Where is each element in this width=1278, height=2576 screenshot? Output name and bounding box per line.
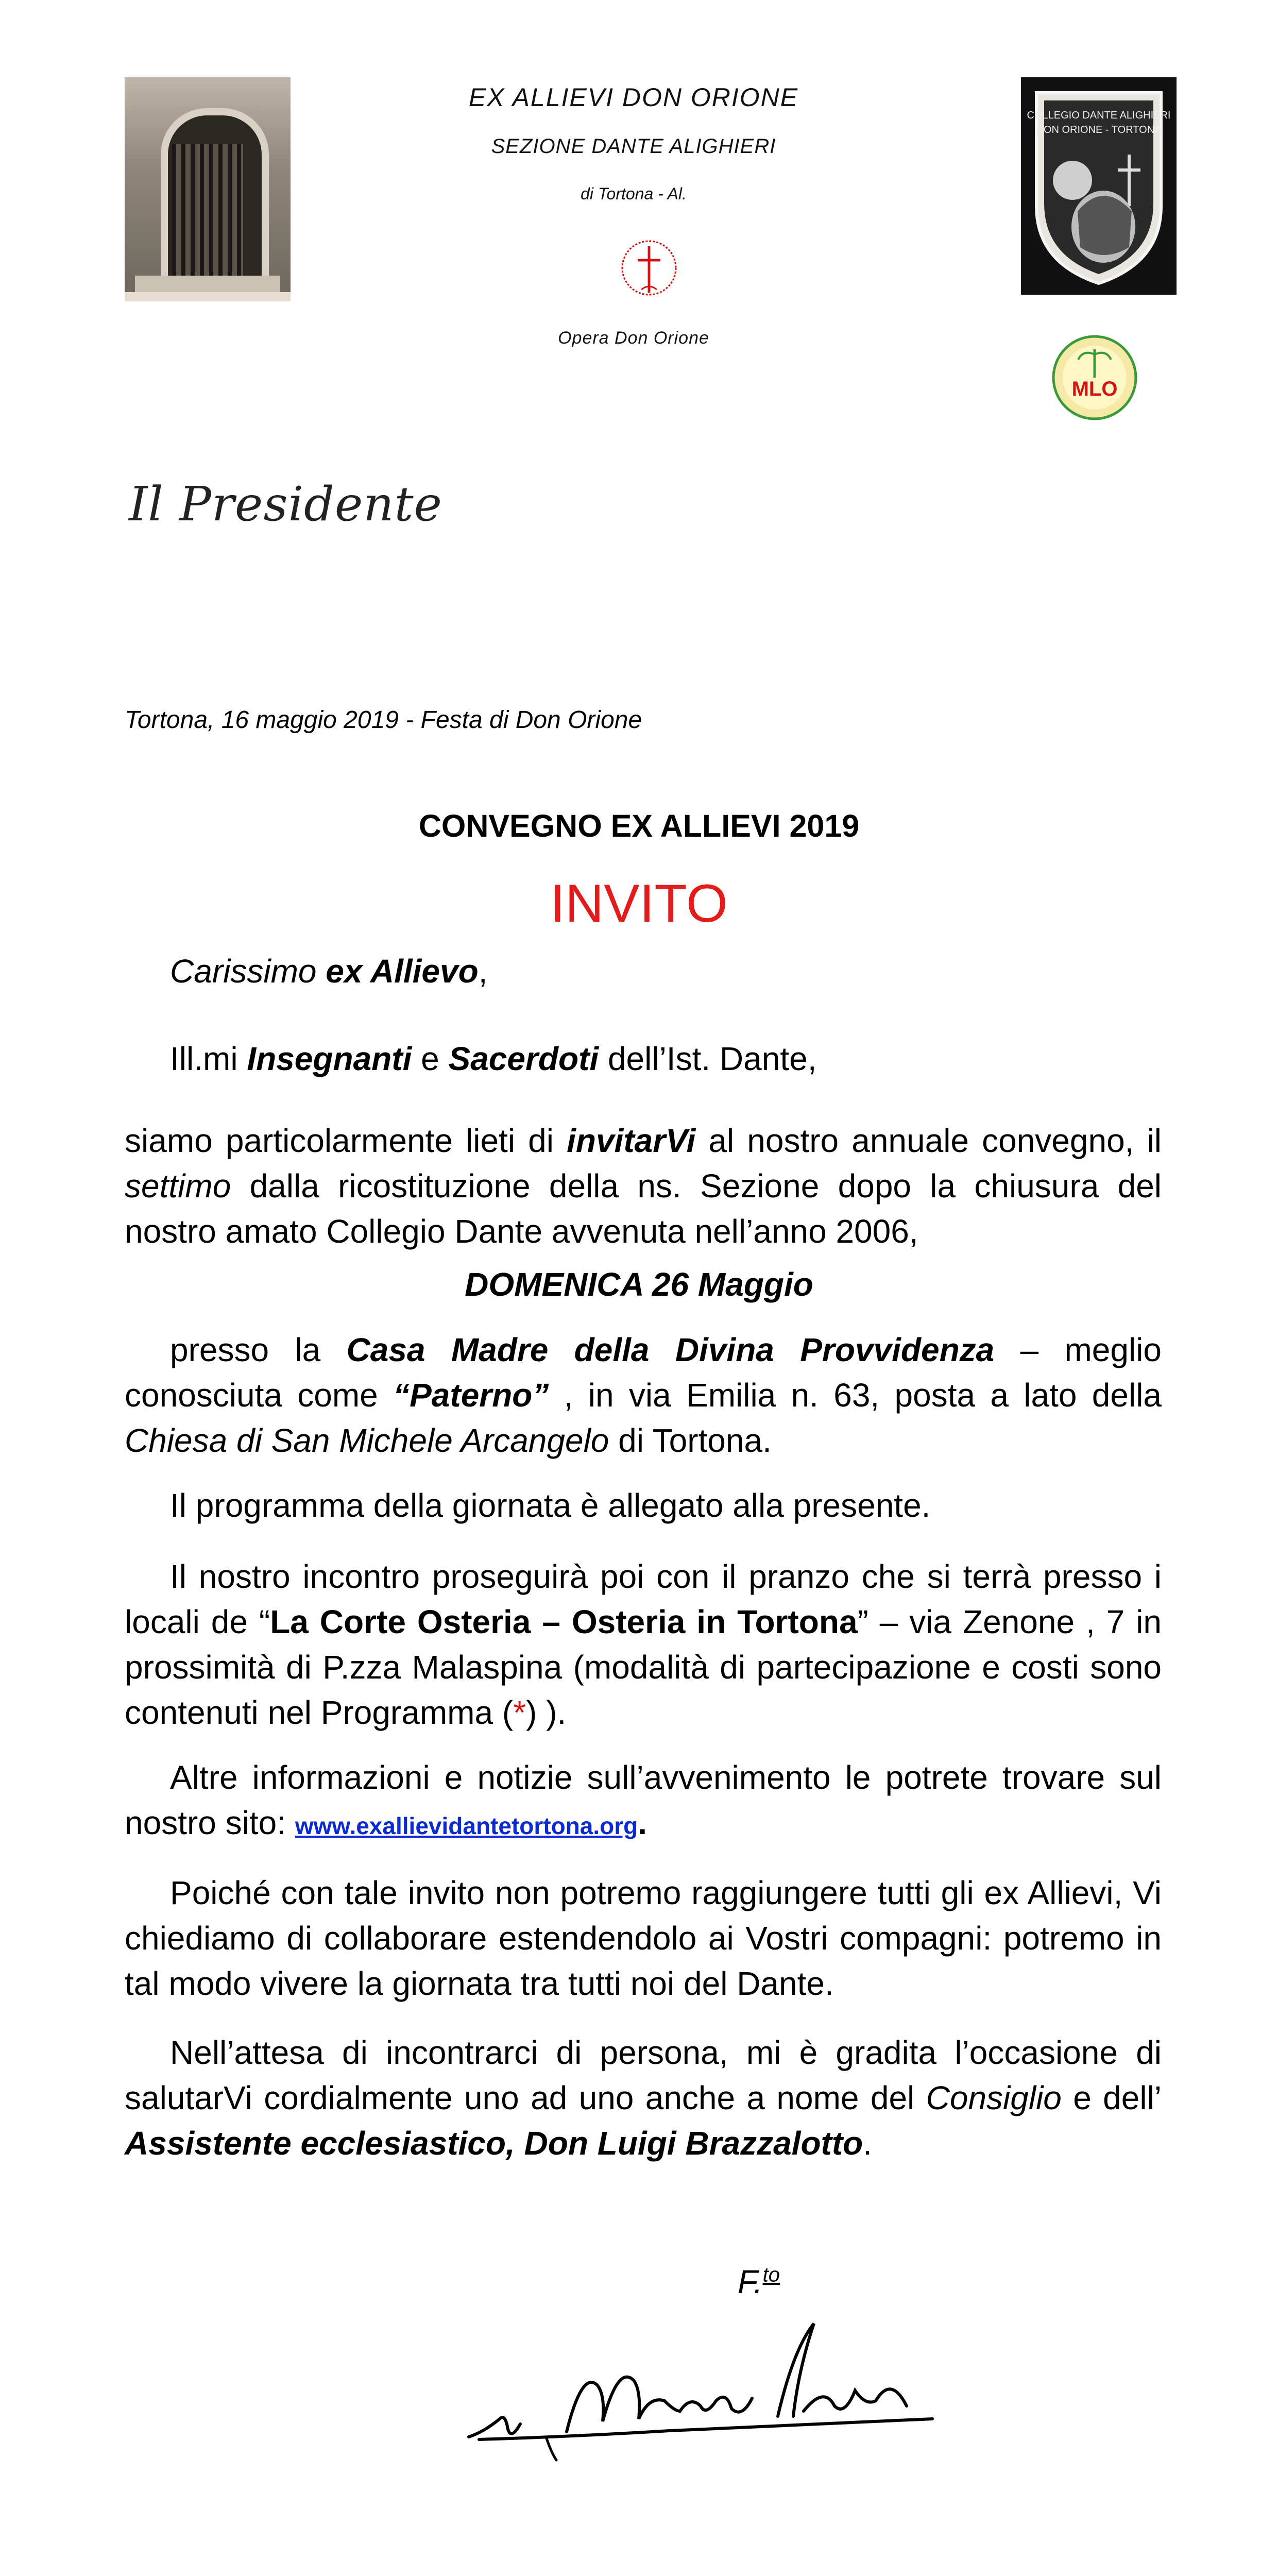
mlo-logo bbox=[1047, 334, 1143, 421]
letter-title: CONVEGNO EX ALLIEVI 2019 bbox=[418, 808, 860, 843]
event-date: DOMENICA 26 Maggio bbox=[465, 1266, 813, 1303]
dateline: Tortona, 16 maggio 2019 - Festa di Don Orione bbox=[125, 706, 642, 734]
shield-text-top: COLLEGIO DANTE ALIGHIERI bbox=[1027, 110, 1171, 121]
handwritten-signature bbox=[464, 2308, 943, 2463]
paragraph-share: Poiché con tale invito non potremo raggiungere tutti gli ex Allievi, Vi chiediamo di collaborare estendendolo ai Vostri compagni: potremo in tal modo vivere la giornata tra tutti noi del Dante. bbox=[125, 1874, 1162, 2002]
salutation-alumni: Carissimo ex Allievo, bbox=[170, 953, 488, 990]
paragraph-program: Il programma della giornata è allegato alla presente. bbox=[170, 1487, 931, 1524]
paragraph-closing: Nell’attesa di incontrarci di persona, mi è gradita l’occasione di salutarVi cordialmente uno ad uno anche a nome del Consiglio e dell’ Assistente ecclesiastico, Don Luigi Brazzalotto. bbox=[125, 2034, 1162, 2162]
org-name: EX ALLIEVI DON ORIONE bbox=[468, 83, 799, 112]
salutation-teachers: Ill.mi Insegnanti e Sacerdoti dell’Ist. Dante, bbox=[170, 1040, 817, 1077]
invito-heading: INVITO bbox=[550, 874, 728, 934]
org-opera: Opera Don Orione bbox=[558, 328, 709, 348]
website-link[interactable]: www.exallievidantetortona.org bbox=[295, 1812, 638, 1839]
college-shield-logo bbox=[1021, 77, 1177, 295]
org-section: SEZIONE DANTE ALIGHIERI bbox=[491, 135, 776, 158]
header-photo-doorway bbox=[125, 77, 291, 301]
paragraph-website: Altre informazioni e notizie sull’avvenimento le potrete trovare sul nostro sito: www.exallievidantetortona.org. bbox=[125, 1759, 1162, 1841]
paragraph-location: presso la Casa Madre della Divina Provvidenza – meglio conosciuta come “Paterno” , in via Emilia n. 63, posta a lato della Chiesa di San Michele Arcangelo di Tortona. bbox=[125, 1331, 1162, 1459]
cross-seal-icon bbox=[613, 232, 685, 304]
paragraph-invitation: siamo particolarmente lieti di invitarVi al nostro annuale convegno, il settimo dalla ricostituzione della ns. Sezione dopo la chiusura del nostro amato Collegio Dante avvenuta nell’anno 2006, bbox=[125, 1122, 1162, 1250]
paragraph-lunch: Il nostro incontro proseguirà poi con il pranzo che si terrà presso i locali de “La Corte Osteria – Osteria in Tortona” – via Zenone , 7 in prossimità di P.zza Malaspina (modalità di partecipazione e costi sono contenuti nel Programma (*) ). bbox=[125, 1558, 1162, 1731]
mlo-text: MLO bbox=[1071, 378, 1118, 400]
org-location: di Tortona - Al. bbox=[581, 184, 687, 203]
president-heading: Il Presidente bbox=[129, 477, 442, 532]
shield-text-bottom: DON ORIONE - TORTONA bbox=[1036, 124, 1162, 135]
firmato-label: F.$^{to}$ bbox=[738, 2263, 780, 2300]
